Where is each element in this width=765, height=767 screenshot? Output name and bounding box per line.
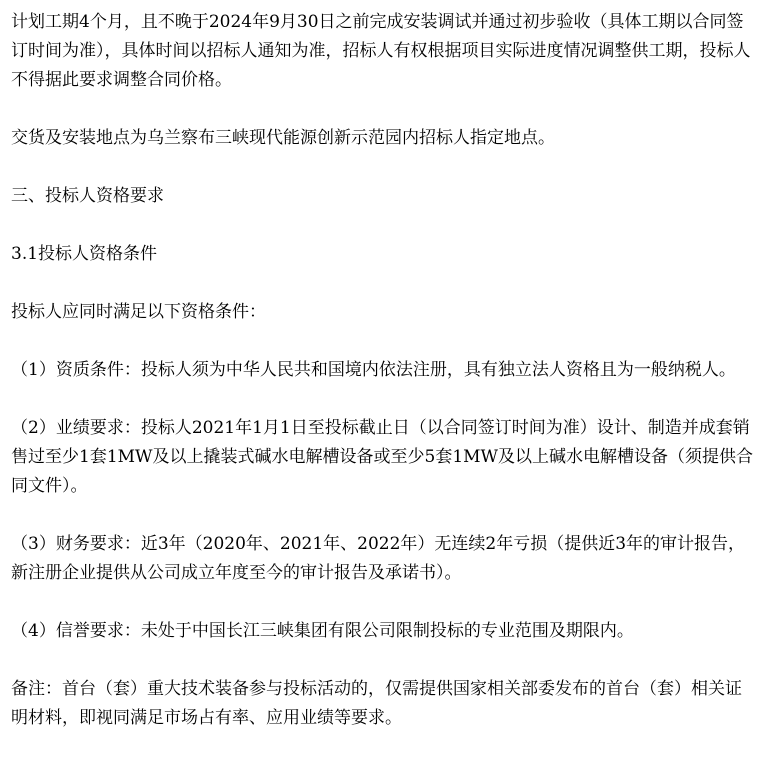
- delivery-location-paragraph: 交货及安装地点为乌兰察布三峡现代能源创新示范园内招标人指定地点。: [11, 128, 555, 148]
- qualification-item-3: （3）财务要求：近3年（2020年、2021年、2022年）无连续2年亏损（提供近3年的审计报告，新注册企业提供从公司成立年度至今的审计报告及承诺书）。: [11, 534, 746, 583]
- qualification-item-4: （4）信誉要求：未处于中国长江三峡集团有限公司限制投标的专业范围及期限内。: [11, 621, 634, 641]
- remark-paragraph: 备注：首台（套）重大技术装备参与投标活动的，仅需提供国家相关部委发布的首台（套）相关证明材料，即视同满足市场占有率、应用业绩等要求。: [11, 679, 742, 728]
- qualification-intro: 投标人应同时满足以下资格条件：: [11, 302, 266, 322]
- qualification-item-2: （2）业绩要求：投标人2021年1月1日至投标截止日（以合同签订时间为准）设计、制造并成套销售过至少1套1MW及以上撬装式碱水电解槽设备或至少5套1MW及以上碱水电解槽设备（须提供合同文件）。: [11, 418, 754, 496]
- schedule-paragraph: 计划工期4个月，且不晚于2024年9月30日之前完成安装调试并通过初步验收（具体工期以合同签订时间为准），具体时间以招标人通知为准，招标人有权根据项目实际进度情况调整供工期，投标人不得据此要求调整合同价格。: [11, 12, 751, 90]
- section-heading: 三、投标人资格要求: [11, 186, 164, 206]
- qualification-item-1: （1）资质条件：投标人须为中华人民共和国境内依法注册，具有独立法人资格且为一般纳税人。: [11, 360, 736, 380]
- subsection-heading: 3.1投标人资格条件: [11, 244, 158, 264]
